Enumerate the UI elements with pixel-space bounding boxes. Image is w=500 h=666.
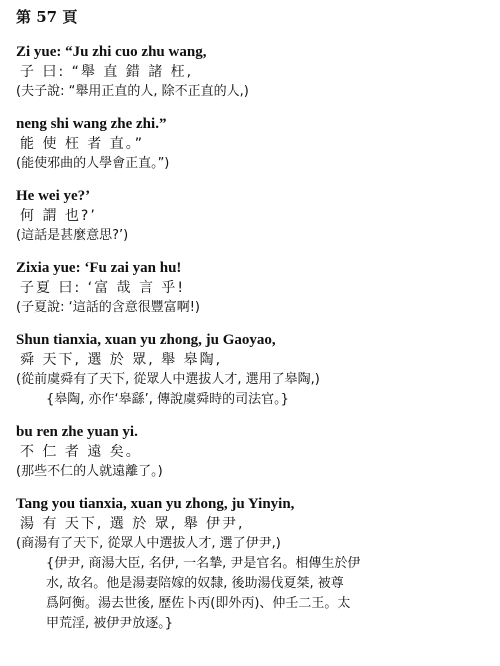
translation-line: (能使邪曲的人學會正直。”) [16,156,170,171]
chinese-line: 舜 天下, 選 於 眾, 舉 皋陶, [20,352,223,368]
translation-line: (夫子說: “舉用正直的人, 除不正直的人,) [16,84,249,99]
chinese-line: 何 謂 也?’ [20,208,97,224]
page [16,6,490,646]
chinese-line: 不 仁 者 遠 矣。 [20,444,142,460]
pinyin-line: Tang you tianxia, xuan yu zhong, ju Yinyin, [16,496,295,512]
pinyin-line: bu ren zhe yuan yi. [16,424,138,440]
verse-block [16,186,490,246]
verse-block [16,42,490,102]
chinese-line: 子夏 曰: ‘富 哉 言 乎! [20,280,186,296]
pinyin-line: Zi yue: “Ju zhi cuo zhu wang, [16,44,207,60]
note-line: 爲阿衡。湯去世後, 歷佐卜丙(即外丙)、仲壬二王。太 [46,596,351,611]
note-line: 水, 故名。他是湯妻陪嫁的奴隸, 後助湯伐夏桀, 被尊 [46,576,344,591]
note-line: 甲荒淫, 被伊尹放逐。} [46,616,174,631]
chinese-line: 湯 有 天下, 選 於 眾, 舉 伊尹, [20,516,245,532]
note-line: {伊尹, 商湯大臣, 名伊, 一名摯, 尹是官名。相傳生於伊 [46,556,361,571]
chinese-line: 能 使 枉 者 直。” [20,136,145,152]
annotation-note [16,390,486,410]
verse-block [16,114,490,174]
verse-block [16,422,490,482]
translation-line: (子夏說: ‘這話的含意很豐富啊!) [16,300,200,315]
chinese-line: 子 曰: “舉 直 錯 諸 枉, [20,64,194,80]
verse-block [16,330,490,410]
translation-line: (從前虞舜有了天下, 從眾人中選拔人才, 選用了皋陶,) [16,372,320,387]
translation-line: (那些不仁的人就遠離了。) [16,464,163,479]
pinyin-line: Zixia yue: ‘Fu zai yan hu! [16,260,182,276]
pinyin-line: He wei ye?’ [16,188,91,204]
verse-block [16,494,490,634]
note-line: {皋陶, 亦作‘皋繇’, 傳說虞舜時的司法官。} [46,392,289,407]
annotation-note [16,554,486,634]
translation-line: (商湯有了天下, 從眾人中選拔人才, 選了伊尹,) [16,536,281,551]
pinyin-line: neng shi wang zhe zhi.” [16,116,167,132]
pinyin-line: Shun tianxia, xuan yu zhong, ju Gaoyao, [16,332,276,348]
verse-block [16,258,490,318]
translation-line: (這話是甚麼意思?’) [16,228,129,243]
page-number: 第 57 頁 [16,8,78,26]
